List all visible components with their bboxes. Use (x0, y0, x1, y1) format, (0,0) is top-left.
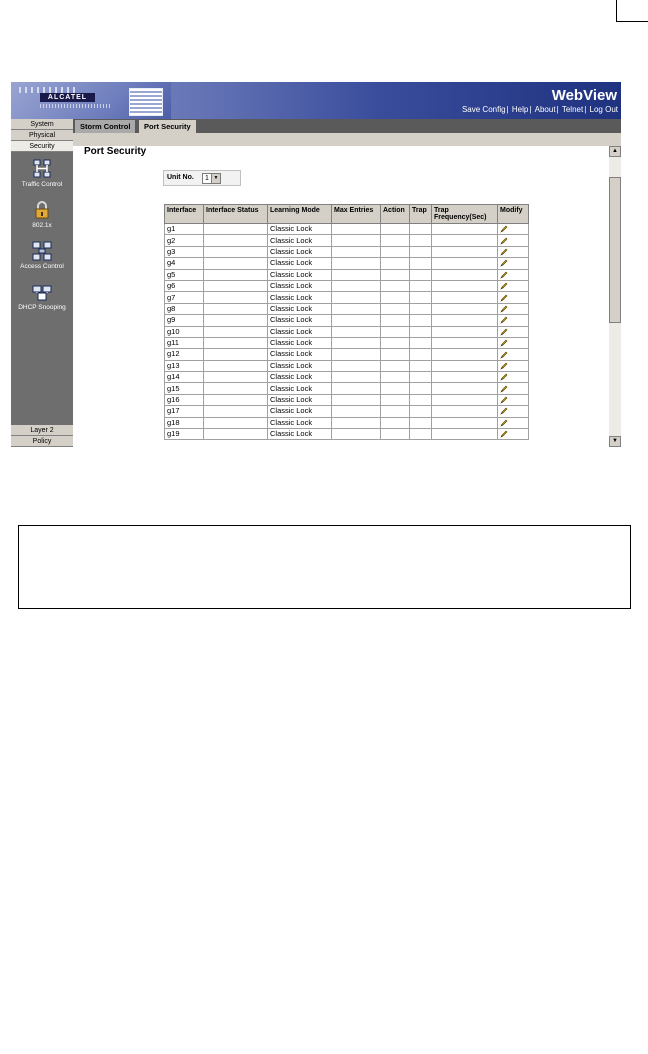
building-graphic (129, 88, 163, 116)
cell-max-entries (332, 292, 381, 303)
cell-modify (498, 269, 529, 280)
cell-trap (410, 235, 432, 246)
cell-trap-frequency (432, 394, 498, 405)
top-links: Save Config| Help| About| Telnet| Log Out (461, 105, 618, 114)
cell-action (381, 303, 410, 314)
cell-trap (410, 406, 432, 417)
content-panel (73, 146, 609, 447)
help-link[interactable]: Help (511, 105, 529, 114)
cell-trap-frequency (432, 383, 498, 394)
pencil-icon[interactable] (500, 282, 508, 290)
pencil-icon[interactable] (500, 407, 508, 415)
pencil-icon[interactable] (500, 430, 508, 438)
cell-interface-status (204, 337, 268, 348)
sidebar-item-802-1x[interactable]: 802.1x (11, 200, 73, 241)
cell-max-entries (332, 406, 381, 417)
cell-trap-frequency (432, 372, 498, 383)
cell-interface: g3 (165, 246, 204, 257)
table-row (165, 235, 529, 246)
cell-interface: g13 (165, 360, 204, 371)
page-title: Port Security (84, 146, 147, 157)
sidebar-physical[interactable]: Physical (11, 130, 73, 141)
lock-icon (32, 200, 52, 220)
cell-interface: g7 (165, 292, 204, 303)
webview-window (11, 82, 621, 447)
unit-label: Unit No. (167, 174, 194, 181)
cell-learning-mode: Classic Lock (268, 360, 332, 371)
pencil-icon[interactable] (500, 305, 508, 313)
cell-max-entries (332, 383, 381, 394)
tab-port-security[interactable]: Port Security (139, 120, 196, 133)
col-modify: Modify (498, 205, 529, 224)
table-row (165, 337, 529, 348)
cell-learning-mode: Classic Lock (268, 429, 332, 440)
cell-trap (410, 383, 432, 394)
cell-interface-status (204, 372, 268, 383)
sidebar-item-dhcp-snooping[interactable]: DHCP Snooping (11, 282, 73, 323)
cell-learning-mode: Classic Lock (268, 246, 332, 257)
cell-interface-status (204, 429, 268, 440)
logo-text: ALCATEL (40, 93, 95, 102)
table-row (165, 394, 529, 405)
cell-trap-frequency (432, 280, 498, 291)
note-box (18, 525, 631, 609)
scroll-up-button[interactable]: ▲ (609, 146, 621, 157)
pencil-icon[interactable] (500, 373, 508, 381)
cell-action (381, 246, 410, 257)
cell-interface-status (204, 280, 268, 291)
sidebar-item-access-control[interactable]: Access Control (11, 241, 73, 282)
sidebar-policy[interactable]: Policy (11, 436, 73, 447)
col-learning-mode: Learning Mode (268, 205, 332, 224)
col-interface-status: Interface Status (204, 205, 268, 224)
cell-action (381, 258, 410, 269)
cell-trap-frequency (432, 326, 498, 337)
cell-trap-frequency (432, 235, 498, 246)
cell-modify (498, 337, 529, 348)
cell-max-entries (332, 372, 381, 383)
sidebar-system[interactable]: System (11, 119, 73, 130)
scroll-down-button[interactable]: ▼ (609, 436, 621, 447)
cell-interface-status (204, 224, 268, 235)
cell-action (381, 337, 410, 348)
table-row (165, 349, 529, 360)
cell-interface: g4 (165, 258, 204, 269)
cell-learning-mode: Classic Lock (268, 406, 332, 417)
cell-interface: g15 (165, 383, 204, 394)
cell-interface: g18 (165, 417, 204, 428)
cell-trap (410, 429, 432, 440)
cell-max-entries (332, 429, 381, 440)
table-row (165, 280, 529, 291)
chevron-down-icon: ▼ (211, 174, 220, 183)
cell-trap (410, 417, 432, 428)
cell-interface: g16 (165, 394, 204, 405)
table-row (165, 258, 529, 269)
cell-action (381, 224, 410, 235)
cell-interface: g1 (165, 224, 204, 235)
sidebar-item-traffic-control[interactable]: Traffic Control (11, 159, 73, 200)
cell-modify (498, 303, 529, 314)
cell-interface-status (204, 360, 268, 371)
cell-learning-mode: Classic Lock (268, 235, 332, 246)
cell-trap-frequency (432, 258, 498, 269)
table-row (165, 429, 529, 440)
cell-modify (498, 394, 529, 405)
cell-trap (410, 258, 432, 269)
cell-modify (498, 360, 529, 371)
cell-modify (498, 280, 529, 291)
pencil-icon[interactable] (500, 362, 508, 370)
cell-modify (498, 406, 529, 417)
pencil-icon[interactable] (500, 351, 508, 359)
cell-max-entries (332, 303, 381, 314)
tab-bar (73, 119, 621, 133)
cell-action (381, 292, 410, 303)
table-row (165, 326, 529, 337)
col-trap-frequency: Trap Frequency(Sec) (432, 205, 498, 224)
cell-trap-frequency (432, 429, 498, 440)
cell-learning-mode: Classic Lock (268, 269, 332, 280)
sidebar-bottom (11, 425, 73, 447)
cell-learning-mode: Classic Lock (268, 315, 332, 326)
cell-trap (410, 303, 432, 314)
page-corner-mark (616, 0, 648, 22)
cell-interface: g19 (165, 429, 204, 440)
cell-learning-mode: Classic Lock (268, 326, 332, 337)
cell-modify (498, 258, 529, 269)
cell-interface-status (204, 235, 268, 246)
cell-modify (498, 417, 529, 428)
table-row (165, 224, 529, 235)
vertical-scrollbar[interactable] (609, 146, 621, 447)
unit-select[interactable] (202, 173, 221, 184)
cell-trap-frequency (432, 292, 498, 303)
cell-interface: g11 (165, 337, 204, 348)
cell-trap (410, 360, 432, 371)
cell-learning-mode: Classic Lock (268, 417, 332, 428)
cell-trap-frequency (432, 337, 498, 348)
cell-action (381, 394, 410, 405)
cell-learning-mode: Classic Lock (268, 394, 332, 405)
cell-interface: g8 (165, 303, 204, 314)
cell-learning-mode: Classic Lock (268, 349, 332, 360)
col-action: Action (381, 205, 410, 224)
cell-max-entries (332, 224, 381, 235)
cell-modify (498, 292, 529, 303)
pencil-icon[interactable] (500, 248, 508, 256)
cell-interface-status (204, 394, 268, 405)
port-security-table (164, 204, 529, 440)
cell-action (381, 406, 410, 417)
about-link[interactable]: About (534, 105, 556, 114)
cell-interface-status (204, 349, 268, 360)
pencil-icon[interactable] (500, 259, 508, 267)
pencil-icon[interactable] (500, 328, 508, 336)
save-config-link[interactable]: Save Config (461, 105, 506, 114)
cell-learning-mode: Classic Lock (268, 372, 332, 383)
pencil-icon[interactable] (500, 225, 508, 233)
cell-modify (498, 235, 529, 246)
cell-interface: g14 (165, 372, 204, 383)
table-header-row (165, 205, 529, 224)
table-row (165, 292, 529, 303)
table-row (165, 417, 529, 428)
traffic-control-icon (32, 159, 52, 179)
dhcp-snooping-icon (32, 282, 52, 302)
cell-trap-frequency (432, 269, 498, 280)
pencil-icon[interactable] (500, 385, 508, 393)
cell-trap (410, 372, 432, 383)
cell-modify (498, 372, 529, 383)
cell-interface-status (204, 326, 268, 337)
cell-action (381, 349, 410, 360)
brand-title: WebView (551, 87, 617, 104)
cell-action (381, 269, 410, 280)
sidebar-security[interactable]: Security (11, 141, 73, 152)
table-row (165, 246, 529, 257)
cell-action (381, 429, 410, 440)
cell-interface-status (204, 417, 268, 428)
table-row (165, 303, 529, 314)
cell-interface: g6 (165, 280, 204, 291)
col-max-entries: Max Entries (332, 205, 381, 224)
security-nav (11, 159, 73, 323)
cell-action (381, 280, 410, 291)
cell-trap (410, 280, 432, 291)
cell-trap-frequency (432, 246, 498, 257)
cell-modify (498, 246, 529, 257)
telnet-link[interactable]: Telnet (561, 105, 584, 114)
col-trap: Trap (410, 205, 432, 224)
cell-modify (498, 383, 529, 394)
cell-trap-frequency (432, 303, 498, 314)
cell-trap (410, 224, 432, 235)
cell-trap (410, 292, 432, 303)
scroll-thumb[interactable] (609, 177, 621, 323)
cell-modify (498, 224, 529, 235)
cell-action (381, 315, 410, 326)
cell-learning-mode: Classic Lock (268, 224, 332, 235)
pencil-icon[interactable] (500, 316, 508, 324)
cell-trap (410, 394, 432, 405)
cell-interface: g17 (165, 406, 204, 417)
cell-max-entries (332, 269, 381, 280)
cell-max-entries (332, 360, 381, 371)
cell-modify (498, 349, 529, 360)
cell-interface-status (204, 246, 268, 257)
cell-max-entries (332, 258, 381, 269)
cell-trap (410, 337, 432, 348)
cell-action (381, 372, 410, 383)
cell-modify (498, 429, 529, 440)
cell-action (381, 326, 410, 337)
cell-max-entries (332, 280, 381, 291)
logout-link[interactable]: Log Out (589, 105, 618, 114)
table-row (165, 406, 529, 417)
cell-interface: g12 (165, 349, 204, 360)
cell-action (381, 383, 410, 394)
unit-value: 1 (205, 175, 209, 182)
cell-learning-mode: Classic Lock (268, 258, 332, 269)
pencil-icon[interactable] (500, 419, 508, 427)
cell-trap (410, 269, 432, 280)
cell-trap (410, 315, 432, 326)
cell-max-entries (332, 315, 381, 326)
unit-selector (163, 170, 241, 186)
cell-trap-frequency (432, 417, 498, 428)
cell-interface-status (204, 269, 268, 280)
pencil-icon[interactable] (500, 271, 508, 279)
cell-interface-status (204, 303, 268, 314)
table-row (165, 315, 529, 326)
cell-max-entries (332, 337, 381, 348)
table-row (165, 269, 529, 280)
cell-interface-status (204, 406, 268, 417)
cell-interface-status (204, 315, 268, 326)
cell-learning-mode: Classic Lock (268, 292, 332, 303)
cell-max-entries (332, 326, 381, 337)
cell-trap (410, 326, 432, 337)
cell-max-entries (332, 417, 381, 428)
cell-learning-mode: Classic Lock (268, 337, 332, 348)
table-row (165, 360, 529, 371)
cell-modify (498, 326, 529, 337)
cell-interface: g9 (165, 315, 204, 326)
cell-modify (498, 315, 529, 326)
sidebar (11, 119, 73, 447)
tab-underbar (73, 133, 621, 146)
pencil-icon[interactable] (500, 237, 508, 245)
cell-learning-mode: Classic Lock (268, 303, 332, 314)
cell-trap (410, 246, 432, 257)
cell-learning-mode: Classic Lock (268, 280, 332, 291)
sidebar-layer2[interactable]: Layer 2 (11, 425, 73, 436)
alcatel-logo (11, 82, 171, 119)
cell-interface: g5 (165, 269, 204, 280)
cell-trap (410, 349, 432, 360)
table-row (165, 383, 529, 394)
cell-interface-status (204, 292, 268, 303)
cell-action (381, 360, 410, 371)
cell-learning-mode: Classic Lock (268, 383, 332, 394)
cell-interface: g2 (165, 235, 204, 246)
table-row (165, 372, 529, 383)
tab-storm-control[interactable]: Storm Control (75, 120, 135, 133)
pencil-icon[interactable] (500, 339, 508, 347)
header-banner (11, 82, 621, 119)
cell-action (381, 417, 410, 428)
cell-action (381, 235, 410, 246)
access-control-icon (32, 241, 52, 261)
pencil-icon[interactable] (500, 294, 508, 302)
pencil-icon[interactable] (500, 396, 508, 404)
table-body (165, 224, 529, 440)
cell-max-entries (332, 235, 381, 246)
cell-interface-status (204, 258, 268, 269)
cell-trap-frequency (432, 349, 498, 360)
cell-trap-frequency (432, 360, 498, 371)
cell-trap-frequency (432, 406, 498, 417)
cell-trap-frequency (432, 315, 498, 326)
col-interface: Interface (165, 205, 204, 224)
cell-interface: g10 (165, 326, 204, 337)
cell-max-entries (332, 246, 381, 257)
cell-trap-frequency (432, 224, 498, 235)
cell-max-entries (332, 394, 381, 405)
cell-max-entries (332, 349, 381, 360)
cell-interface-status (204, 383, 268, 394)
